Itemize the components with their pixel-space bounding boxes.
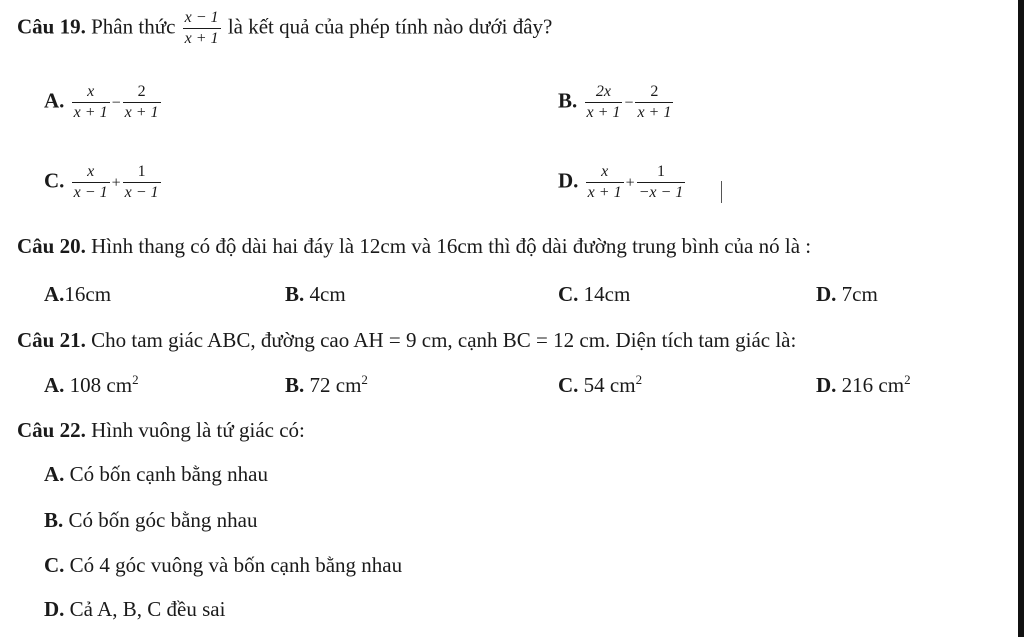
option-a[interactable] (44, 282, 111, 307)
fraction-numerator: 2 (635, 82, 673, 103)
fraction-numerator: 2 (123, 82, 161, 103)
option-letter: B. (558, 88, 578, 113)
option-value: Có bốn cạnh bằng nhau (69, 462, 268, 486)
option-b[interactable] (285, 372, 368, 398)
option-letter: A. (44, 282, 65, 306)
option-d[interactable] (558, 162, 687, 203)
option-letter: D. (816, 282, 837, 306)
option-b[interactable] (285, 282, 346, 307)
fraction-denominator: x + 1 (124, 104, 159, 121)
option-value: 4cm (309, 282, 346, 306)
option-value: 54 cm (583, 373, 636, 397)
question-19 (17, 8, 552, 49)
option-value: Có 4 góc vuông và bốn cạnh bằng nhau (69, 553, 403, 577)
option-c[interactable] (558, 372, 642, 398)
operator: + (111, 174, 121, 192)
fraction-denominator: x − 1 (124, 184, 159, 201)
option-letter: C. (44, 168, 65, 193)
option-value: 7cm (841, 282, 878, 306)
fraction-numerator: 1 (123, 162, 161, 183)
option-value: 216 cm (841, 373, 905, 397)
fraction (637, 162, 686, 203)
option-letter: C. (558, 373, 579, 397)
question-label: Câu 19. (17, 14, 86, 39)
option-letter: B. (285, 282, 305, 306)
question-21 (17, 328, 796, 353)
fraction (72, 82, 110, 123)
option-letter: D. (558, 168, 579, 193)
question-label: Câu 21. (17, 328, 86, 352)
option-value: 14cm (583, 282, 631, 306)
option-b[interactable] (558, 82, 675, 123)
question-text: Phân thức (91, 14, 176, 39)
fraction-numerator: 1 (637, 162, 686, 183)
option-value: 16cm (64, 282, 112, 306)
option-letter: C. (44, 553, 65, 577)
operator: − (111, 94, 121, 112)
question-text: Hình thang có độ dài hai đáy là 12cm và 16cm thì độ dài đường trung bình của nó là : (91, 234, 812, 258)
fraction-numerator: 2x (585, 82, 623, 103)
fraction-numerator: x (586, 162, 624, 183)
option-letter: A. (44, 462, 65, 486)
fraction (123, 82, 161, 123)
option-d[interactable] (816, 372, 911, 398)
window-edge (1018, 0, 1024, 637)
fraction (635, 82, 673, 123)
option-value: Cả A, B, C đều sai (69, 597, 226, 621)
fraction-denominator: x − 1 (73, 184, 108, 201)
fraction-numerator: x − 1 (183, 8, 221, 29)
question-22 (17, 418, 305, 443)
operator: + (625, 174, 635, 192)
option-d[interactable] (816, 282, 878, 307)
fraction-numerator: x (72, 162, 110, 183)
option-letter: A. (44, 88, 65, 113)
option-a[interactable] (44, 372, 139, 398)
question-label: Câu 22. (17, 418, 86, 442)
option-letter: D. (816, 373, 837, 397)
fraction (72, 162, 110, 203)
fraction (586, 162, 624, 203)
option-letter: B. (285, 373, 305, 397)
fraction-denominator: x + 1 (587, 184, 622, 201)
option-b[interactable] (44, 508, 258, 533)
option-c[interactable] (44, 162, 163, 203)
question-label: Câu 20. (17, 234, 86, 258)
exponent: 2 (361, 372, 368, 387)
fraction-denominator: x + 1 (184, 30, 219, 47)
option-letter: D. (44, 597, 65, 621)
fraction-denominator: x + 1 (73, 104, 108, 121)
fraction (585, 82, 623, 123)
fraction-denominator: −x − 1 (638, 184, 684, 201)
question-text: Cho tam giác ABC, đường cao AH = 9 cm, cạnh BC = 12 cm. Diện tích tam giác là: (91, 328, 797, 352)
exponent: 2 (904, 372, 911, 387)
option-value: Có bốn góc bằng nhau (68, 508, 258, 532)
question-text: Hình vuông là tứ giác có: (91, 418, 305, 442)
option-letter: A. (44, 373, 65, 397)
option-a[interactable] (44, 82, 163, 123)
fraction (183, 8, 221, 49)
option-value: 72 cm (309, 373, 362, 397)
fraction (123, 162, 161, 203)
operator: − (624, 94, 634, 112)
fraction-denominator: x + 1 (586, 104, 621, 121)
option-value: 108 cm (69, 373, 133, 397)
option-letter: C. (558, 282, 579, 306)
option-a[interactable] (44, 462, 268, 487)
exponent: 2 (635, 372, 643, 387)
text-cursor (721, 181, 722, 203)
option-c[interactable] (558, 282, 630, 307)
option-c[interactable] (44, 553, 402, 578)
question-20 (17, 234, 811, 259)
fraction-denominator: x + 1 (637, 104, 672, 121)
exponent: 2 (132, 372, 139, 387)
option-d[interactable] (44, 597, 225, 622)
fraction-numerator: x (72, 82, 110, 103)
question-text: là kết quả của phép tính nào dưới đây? (227, 14, 553, 39)
option-letter: B. (44, 508, 64, 532)
